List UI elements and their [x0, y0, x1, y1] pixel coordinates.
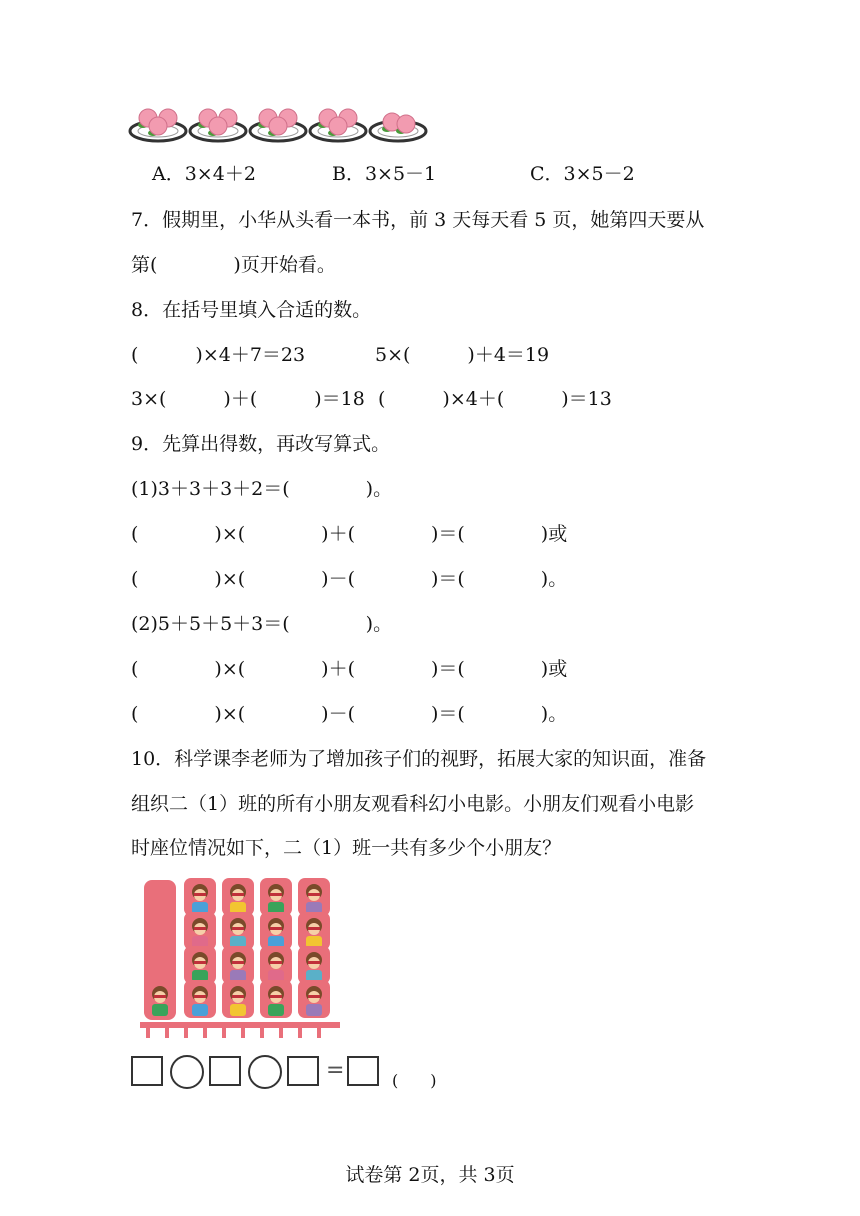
q8-title: 8．在括号里填入合适的数。	[131, 299, 372, 321]
seat-leg	[279, 1028, 283, 1038]
seat-leg	[317, 1028, 321, 1038]
seat-leg	[222, 1028, 226, 1038]
child-seated	[184, 912, 216, 950]
child-seated	[260, 980, 292, 1018]
option-c: C．3×5－2	[530, 163, 635, 185]
seat-leg	[146, 1028, 150, 1038]
child-seated	[298, 878, 330, 916]
child-seated	[184, 878, 216, 916]
child-seated	[184, 980, 216, 1018]
q8-row2-right: ( )×4＋( )＝13	[378, 388, 612, 410]
peach-plate	[190, 109, 246, 141]
seat-leg	[298, 1028, 302, 1038]
operator-circle-2[interactable]	[248, 1055, 282, 1089]
child-seated	[298, 946, 330, 984]
child-seated	[260, 878, 292, 916]
peach	[397, 115, 415, 133]
peach-plate	[310, 109, 366, 141]
answer-box-3[interactable]	[287, 1056, 319, 1086]
child-seated	[144, 980, 176, 1018]
child-seated	[222, 980, 254, 1018]
q8-row1-right: 5×( )＋4＝19	[375, 344, 550, 366]
q9-part2-plus: ( )×( )＋( )＝( )或	[131, 658, 568, 680]
seat-leg	[203, 1028, 207, 1038]
peach	[269, 117, 287, 135]
equals-sign: =	[326, 1058, 345, 1083]
answer-box-1[interactable]	[131, 1056, 163, 1086]
child-seated	[260, 912, 292, 950]
seat-leg	[260, 1028, 264, 1038]
peach-plate	[130, 109, 186, 141]
q9-title: 9．先算出得数，再改写算式。	[131, 433, 391, 455]
child-seated	[184, 946, 216, 984]
seat-leg	[184, 1028, 188, 1038]
answer-unit-paren: ( )	[392, 1071, 437, 1090]
q7-line1: 7．假期里，小华从头看一本书，前 3 天每天看 5 页，她第四天要从	[131, 209, 705, 231]
peach-plate	[250, 109, 306, 141]
peach-plates-svg	[128, 104, 432, 146]
q9-part2-minus: ( )×( )－( )＝( )。	[131, 703, 568, 725]
child-seated	[222, 912, 254, 950]
q8-row1-left: ( )×4＋7＝23	[131, 344, 306, 366]
child-seated	[298, 912, 330, 950]
answer-box-2[interactable]	[209, 1056, 241, 1086]
cinema-seating-illustration	[140, 876, 340, 1040]
peach-plates-illustration	[128, 104, 432, 146]
option-a: A．3×4＋2	[152, 163, 256, 185]
page-footer: 试卷第 2页，共 3页	[345, 1164, 515, 1186]
seat-base	[140, 1022, 340, 1028]
child-seated	[298, 980, 330, 1018]
peach	[329, 117, 347, 135]
peach	[149, 117, 167, 135]
q9-part1-plus: ( )×( )＋( )＝( )或	[131, 523, 568, 545]
seat-leg	[241, 1028, 245, 1038]
option-b: B．3×5－1	[332, 163, 437, 185]
answer-box-result[interactable]	[347, 1056, 379, 1086]
cinema-seating-svg	[140, 876, 340, 1040]
operator-circle-1[interactable]	[170, 1055, 204, 1089]
q10-line3: 时座位情况如下，二（1）班一共有多少个小朋友？	[131, 837, 562, 859]
q9-part2: (2)5＋5＋5＋3＝( )。	[131, 613, 393, 635]
q10-line1: 10．科学课李老师为了增加孩子们的视野，拓展大家的知识面，准备	[131, 748, 707, 770]
child-seated	[222, 878, 254, 916]
q8-row2-left: 3×( )＋( )＝18	[131, 388, 365, 410]
q9-part1: (1)3＋3＋3＋2＝( )。	[131, 478, 393, 500]
child-seated	[260, 946, 292, 984]
q9-part1-minus: ( )×( )－( )＝( )。	[131, 568, 568, 590]
child-seated	[222, 946, 254, 984]
q7-line2: 第( )页开始看。	[131, 254, 336, 276]
q10-line2: 组织二（1）班的所有小朋友观看科幻小电影。小朋友们观看小电影	[131, 793, 695, 815]
peach-plate	[370, 113, 426, 141]
peach	[209, 117, 227, 135]
seat-leg	[165, 1028, 169, 1038]
